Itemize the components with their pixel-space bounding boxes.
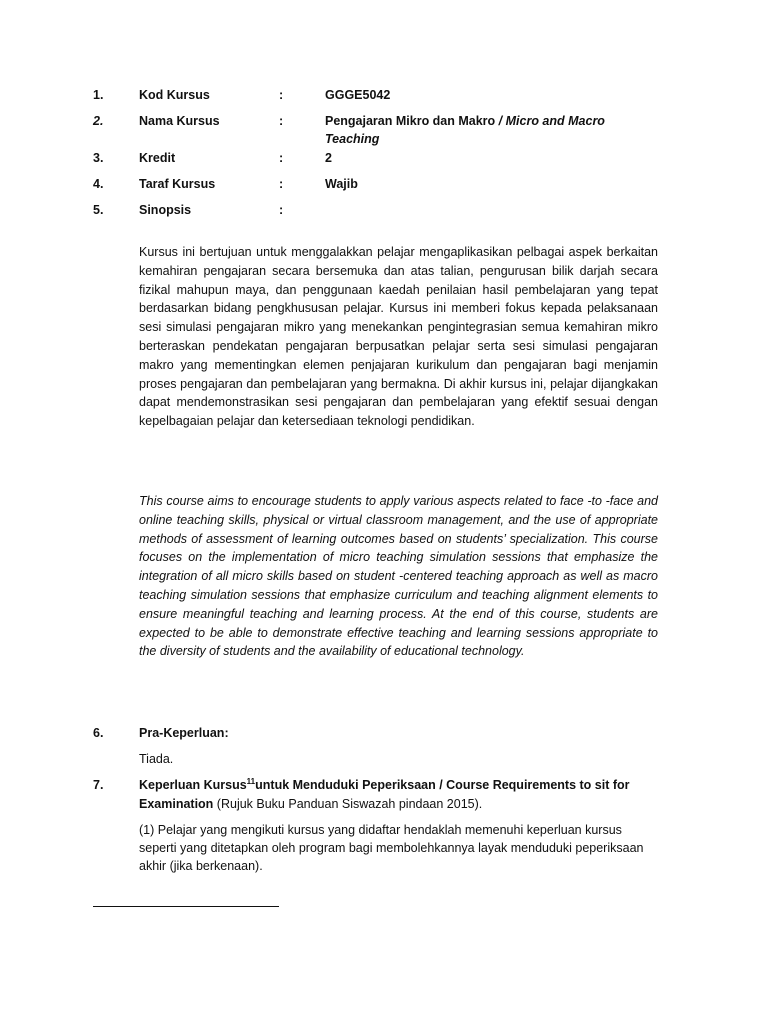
item-label: Sinopsis [139, 203, 192, 217]
item-label: Taraf Kursus [139, 177, 216, 191]
synopsis-english: This course aims to encourage students to apply various aspects related to face -to -face and online teaching skills, physical or virtual classroom management, and the use of appropriate methods of assessment of learning outcomes based on students’ specialization. This course focuses on the implementation of micro teaching simulation sessions that emphasize the integration of all micro skills based on student -centered teaching approach as well as macro teaching simulation sessions that emphasize curriculum and teaching alignment elements to ensure meaningful teaching and learning process. At the end of this course, students are expected to be able to demonstrate effective teaching and learning sessions appropriate to the diversity of students and the availability of educational technology. [139, 494, 658, 659]
heading-part-2: untuk Menduduki Peperiksaan / Course Requirements to sit for Examination [139, 778, 630, 811]
item-colon: : [279, 203, 284, 217]
section-label: Pra-Keperluan: [139, 726, 229, 740]
course-name-malay: Pengajaran Mikro dan Makro [325, 114, 499, 128]
synopsis-malay: Kursus ini bertujuan untuk menggalakkan pelajar mengaplikasikan pelbagai aspek berkaitan kemahiran pengajaran secara bersemuka dan atas talian, pengurusan bilik darjah secara fizikal mahupun maya, dan penggunaan kaedah penilaian hasil pembelajaran yang tepat berdasarkan bidang pengkhususan pelajar. Kursus ini memberi fokus kepada pelaksanaan sesi simulasi pengajaran mikro yang menekankan pengintegrasian semua kemahiran mikro berteraskan pendekatan pengajaran berpusatkan pelajar serta sesi simulasi pengajaran makro yang mementingkan elemen penjajaran kurikulum dan pengajaran bagi menjamin proses pengajaran dan pembelajaran yang bermakna. Di akhir kursus ini, pelajar dijangkakan dapat mendemonstrasikan sesi pengajaran dan pembelajaran yang efektif sesuai dengan kepelbagaian pelajar dan ketersediaan teknologi pendidikan. [139, 245, 658, 429]
item-colon: : [279, 88, 284, 102]
item-number: 3. [93, 151, 104, 165]
item-number: 4. [93, 177, 104, 191]
item-number: 1. [93, 88, 104, 102]
section-7-heading [139, 776, 659, 813]
footnote-reference: 11 [246, 776, 256, 786]
item-colon: : [279, 177, 284, 191]
course-name-english: / Micro and Macro Teaching [325, 114, 605, 146]
item-label: Nama Kursus [139, 114, 220, 128]
heading-reference: (Rujuk Buku Panduan Siswazah pindaan 2015). [213, 796, 483, 811]
item-value: GGGE5042 [325, 88, 391, 102]
item-value: 2 [325, 151, 332, 165]
item-label: Kredit [139, 151, 176, 165]
item-label: Kod Kursus [139, 88, 210, 102]
item-number: 2. [93, 114, 104, 128]
item-number: 5. [93, 203, 104, 217]
section-number: 6. [93, 726, 104, 740]
item-value [325, 112, 645, 148]
item-colon: : [279, 114, 284, 128]
requirement-point-1: (1) Pelajar yang mengikuti kursus yang didaftar hendaklah memenuhi keperluan kursus seperti yang ditetapkan oleh program bagi membolehkannya layak menduduki peperiksaan akhir (jika berkenaan). [139, 823, 644, 873]
pra-keperluan-value: Tiada. [139, 752, 174, 766]
heading-part-1: Keperluan Kursus [139, 778, 247, 792]
section-number: 7. [93, 778, 104, 792]
item-value: Wajib [325, 177, 358, 191]
footnote-separator [93, 906, 279, 907]
item-colon: : [279, 151, 284, 165]
